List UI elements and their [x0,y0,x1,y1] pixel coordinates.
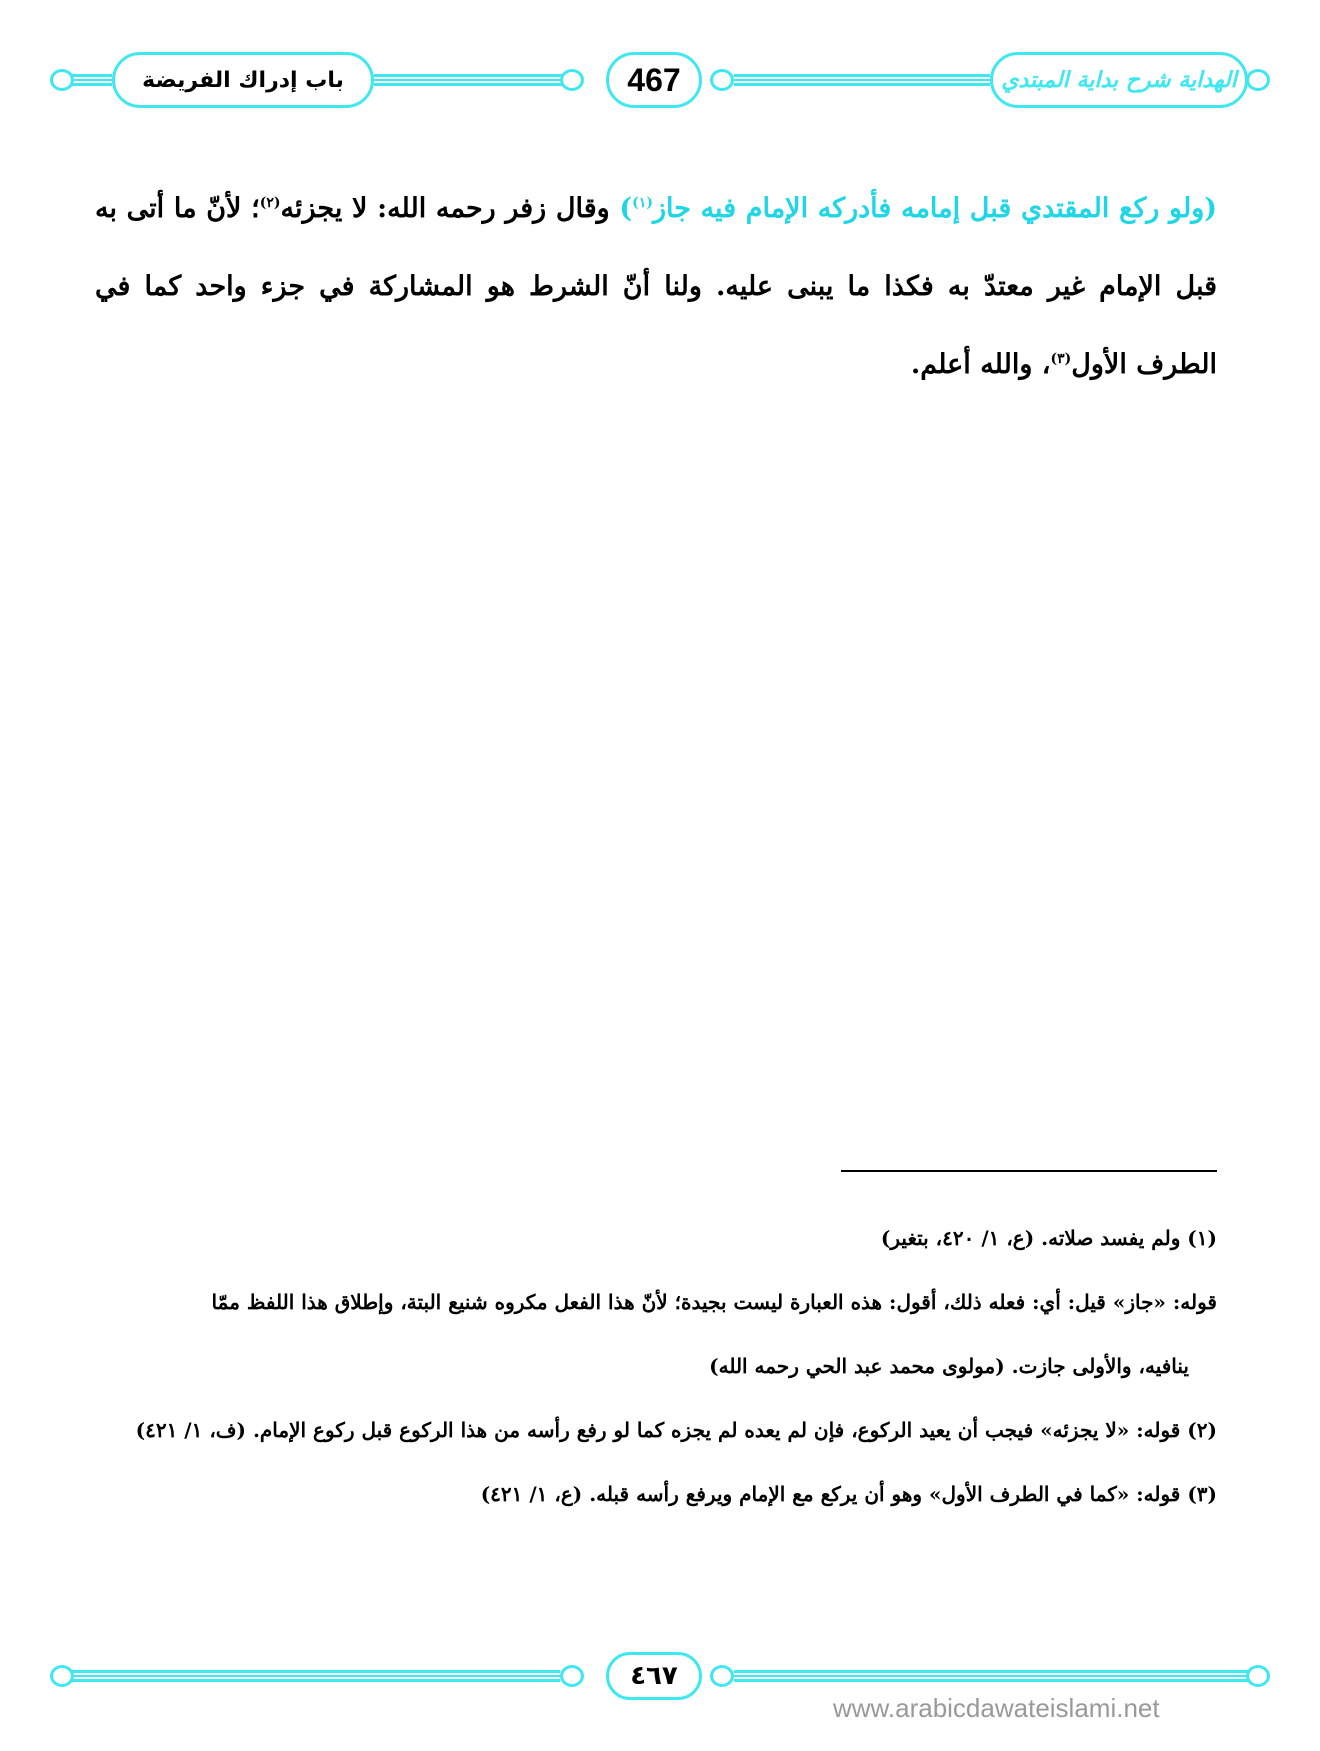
footnote-2: (٢) قوله: «لا يجزئه» فيجب أن يعيد الركوع، فإن لم يعده لم يجزه كما لو رفع رأسه من هذا الركوع قبل ركوع الإمام. (ف، ١/ ٤٢١) [135,1418,1217,1442]
ornament-icon [1246,69,1270,91]
website-url[interactable]: www.arabicdawateislami.net [833,1693,1160,1723]
ornament-rail [72,74,112,86]
sharh-text: ، والله أعلم. [910,349,1051,380]
footnote-ref-1[interactable]: (١) [632,195,653,211]
footer-page-number: ٤٦٧ [606,1652,702,1700]
ornament-rail [374,74,564,86]
ornament-icon [710,69,734,91]
footnote-1: (١) ولم يفسد صلاته. (ع، ١/ ٤٢٠، بتغير) [880,1226,1217,1250]
page-header [50,52,1270,108]
ornament-icon [560,69,584,91]
chapter-title: باب إدراك الفريضة [112,52,374,108]
matn-close: ) [619,193,633,224]
ornament-icon [1246,1665,1270,1687]
footnote-ref-3[interactable]: (٣) [1050,351,1072,367]
ornament-icon [50,69,74,91]
page-number: 467 [606,52,702,108]
main-text [95,170,1217,404]
sharh-text: ؛ لأنّ ما أتى به قبل الإمام غير معتدّ به فكذا ما يبنى عليه. ولنا أنّ الشرط هو المشاركة في جزء واحد كما في الطرف الأول [95,193,1217,380]
ornament-rail [72,1670,560,1682]
footnote-3: (٣) قوله: «كما في الطرف الأول» وهو أن يركع مع الإمام ويرفع رأسه قبله. (ع، ١/ ٤٢١) [480,1482,1217,1506]
footnote-1-comment-cont: ينافيه، والأولى جازت. (مولوى محمد عبد الحي رحمه الله) [709,1354,1189,1378]
footnote-1-comment: قوله: «جاز» قيل: أي: فعله ذلك، أقول: هذه العبارة ليست بجيدة؛ لأنّ هذا الفعل مكروه شنيع البتة، وإطلاق هذا اللفظ ممّا [211,1290,1217,1314]
ornament-rail [734,1670,1248,1682]
book-title: الهداية شرح بداية المبتدي [990,52,1248,108]
matn-text: (ولو ركع المقتدي قبل إمامه فأدركه الإمام فيه جاز [652,193,1218,224]
sharh-text: وقال زفر رحمه الله: لا يجزئه [280,193,620,224]
ornament-rail [734,74,990,86]
ornament-icon [50,1665,74,1687]
footnote-divider [841,1170,1217,1172]
footnote-ref-2[interactable]: (٢) [259,195,281,211]
ornament-icon [710,1665,734,1687]
ornament-icon [560,1665,584,1687]
footnotes [95,1206,1217,1526]
